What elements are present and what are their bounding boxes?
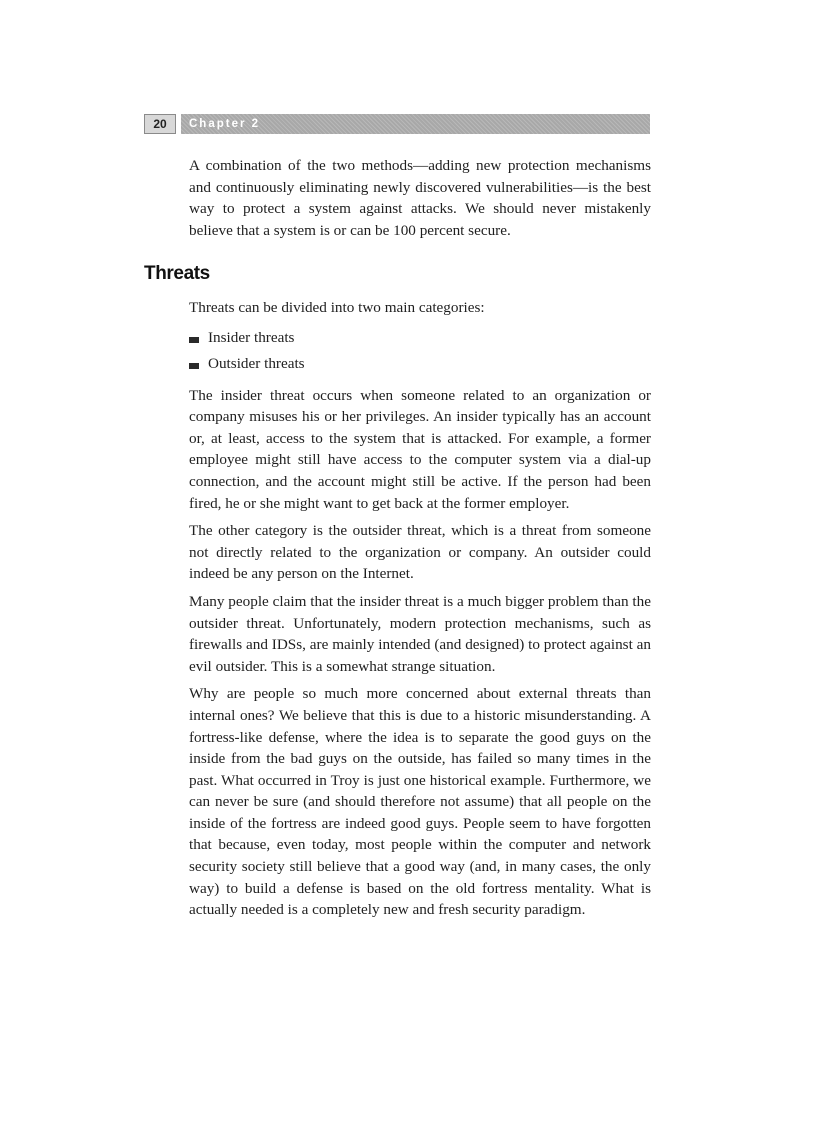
fortress-mentality-paragraph: Why are people so much more concerned about external threats than internal ones? We believe that this is due to a historic misunderstanding. A fortress-like defense, where the idea is to separate the good guys on the inside from the bad guys on the outside, has failed so many times in the past. What occurred in Troy is just one historical example. Furthermore, we can never be sure (and should therefore not assume) that all people on the inside of the fortress are indeed good guys. People seem to have forgotten that because, even today, most people within the computer and network security society still believe that a good way (and, in many cases, the only way) to build a defense is based on the old fortress mentality. What is actually needed is a completely new and fresh security paradigm. (189, 685, 651, 919)
list-item (189, 351, 651, 377)
threat-categories-list (189, 325, 651, 377)
threats-lead-paragraph: Threats can be divided into two main categories: (189, 299, 485, 316)
running-header (144, 114, 650, 134)
outsider-threat-paragraph: The other category is the outsider threat, which is a threat from someone not directly related to the organization or company. An outsider could indeed be any person on the Internet. (189, 522, 651, 583)
bullet-square-icon (189, 337, 199, 343)
bullet-square-icon (189, 363, 199, 369)
chapter-label: Chapter 2 (181, 114, 650, 134)
section-heading: Threats (144, 263, 210, 284)
list-item (189, 325, 651, 351)
intro-text (189, 155, 651, 247)
list-item-label: Outsider threats (208, 354, 305, 372)
insider-threat-paragraph: The insider threat occurs when someone related to an organization or company misuses his or her privileges. An insider typically has an account or, at least, access to the system that is attacked. For example, a former employee might still have access to the computer system via a dial-up connection, and the account might still be active. If the person had been fired, he or she might want to get back at the former employer. (189, 386, 651, 512)
list-item-label: Insider threats (208, 328, 295, 346)
threats-body (189, 297, 651, 927)
insider-vs-outsider-paragraph: Many people claim that the insider threat is a much bigger problem than the outsider threat. Unfortunately, modern protection mechanisms, such as firewalls and IDSs, are mainly intended (and designed) to protect against an evil outsider. This is a somewhat strange situation. (189, 592, 651, 675)
page-number: 20 (144, 114, 176, 134)
intro-paragraph: A combination of the two methods—adding new protection mechanisms and continuously eliminating newly discovered vulnerabilities—is the best way to protect a system against attacks. We should never mistakenly believe that a system is or can be 100 percent secure. (189, 157, 651, 239)
